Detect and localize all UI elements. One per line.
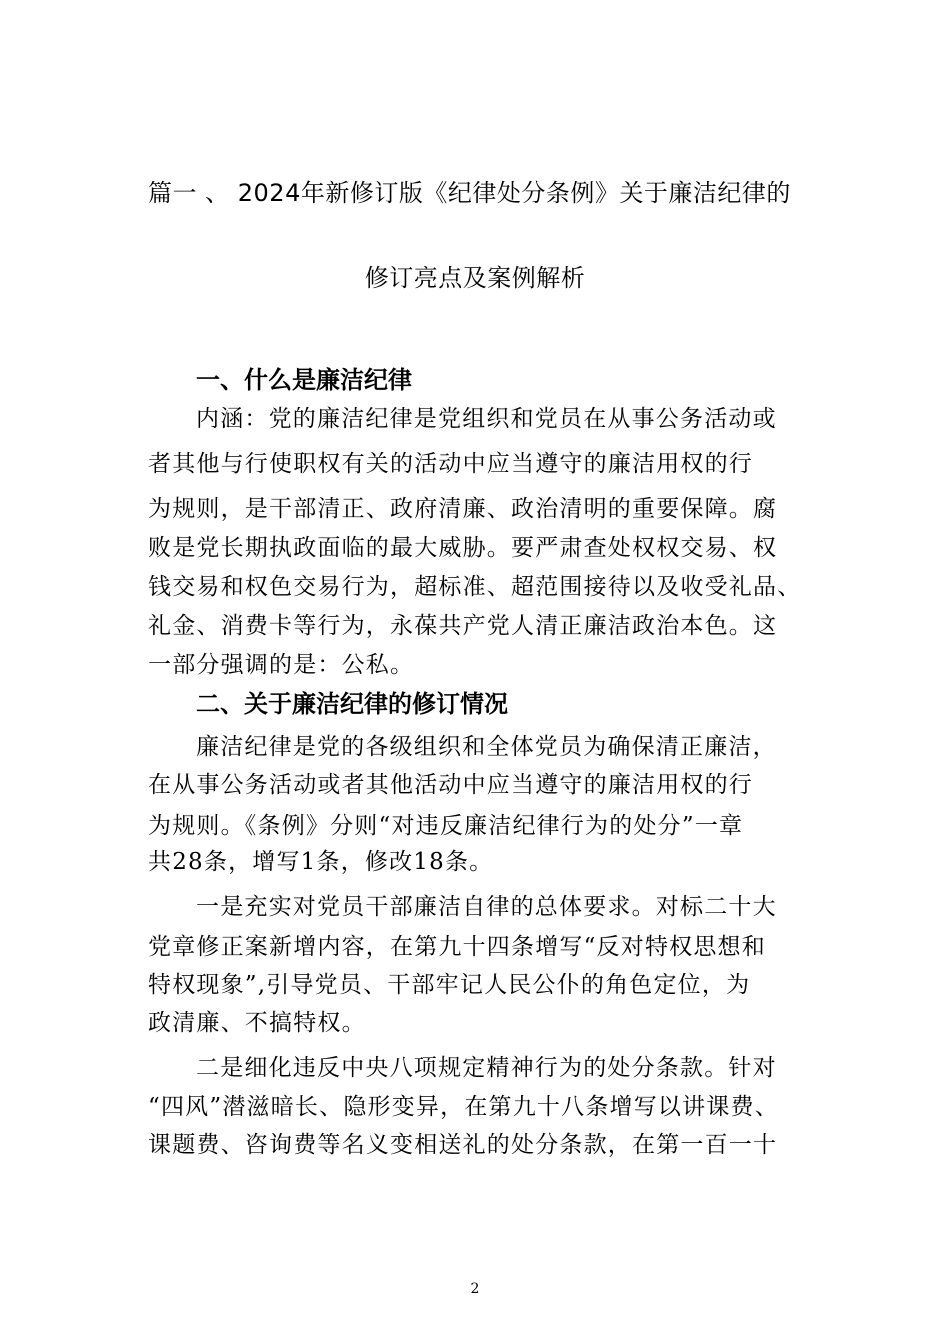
document-title-line-2: 修订亮点及案例解析: [364, 264, 586, 292]
document-title-line-1: 篇一 、 2024年新修订版《纪律处分条例》关于廉洁纪律的: [148, 179, 791, 207]
section-heading-1: 一、什么是廉洁纪律: [196, 366, 412, 394]
paragraph-line: 钱交易和权色交易行为，超标准、超范围接待以及收受礼品、: [148, 574, 802, 600]
paragraph-line: 课题费、咨询费等名义变相送礼的处分条款，在第一百一十: [148, 1132, 778, 1158]
paragraph-line: 党章修正案新增内容，在第九十四条增写“反对特权思想和: [148, 934, 766, 960]
paragraph-line: 特权现象”,引导党员、干部牢记人民公仆的角色定位，为: [148, 972, 751, 998]
paragraph-line: 在从事公务活动或者其他活动中应当遵守的廉洁用权的行: [148, 772, 753, 798]
paragraph-line: 政清廉、不搞特权。: [148, 1010, 366, 1036]
paragraph-line: 者其他与行使职权有关的活动中应当遵守的廉洁用权的行: [148, 451, 753, 477]
paragraph-line: 一部分强调的是：公私。: [148, 652, 415, 678]
page-number: 2: [470, 1281, 480, 1297]
paragraph-line: 败是党长期执政面临的最大威胁。要严肃查处权权交易、权: [148, 535, 778, 561]
section-heading-2: 二、关于廉洁纪律的修订情况: [196, 690, 508, 718]
paragraph-line: 一是充实对党员干部廉洁自律的总体要求。对标二十大: [196, 894, 777, 920]
paragraph-line: 为规则。《条例》分则“对违反廉洁纪律行为的处分”一章: [148, 813, 744, 839]
paragraph-line: 二是细化违反中央八项规定精神行为的处分条款。针对: [196, 1055, 777, 1081]
paragraph-line: 为规则，是干部清正、政府清廉、政治清明的重要保障。腐: [148, 496, 778, 522]
paragraph-line: 礼金、消费卡等行为，永葆共产党人清正廉洁政治本色。这: [148, 613, 778, 639]
paragraph-line: “四风”潜滋暗长、隐形变异，在第九十八条增写以讲课费、: [148, 1094, 779, 1120]
paragraph-line: 共28条，增写1条，修改18条。: [148, 849, 494, 875]
paragraph-line: 内涵：党的廉洁纪律是党组织和党员在从事公务活动或: [196, 406, 777, 432]
paragraph-line: 廉洁纪律是党的各级组织和全体党员为确保清正廉洁，: [196, 734, 777, 760]
